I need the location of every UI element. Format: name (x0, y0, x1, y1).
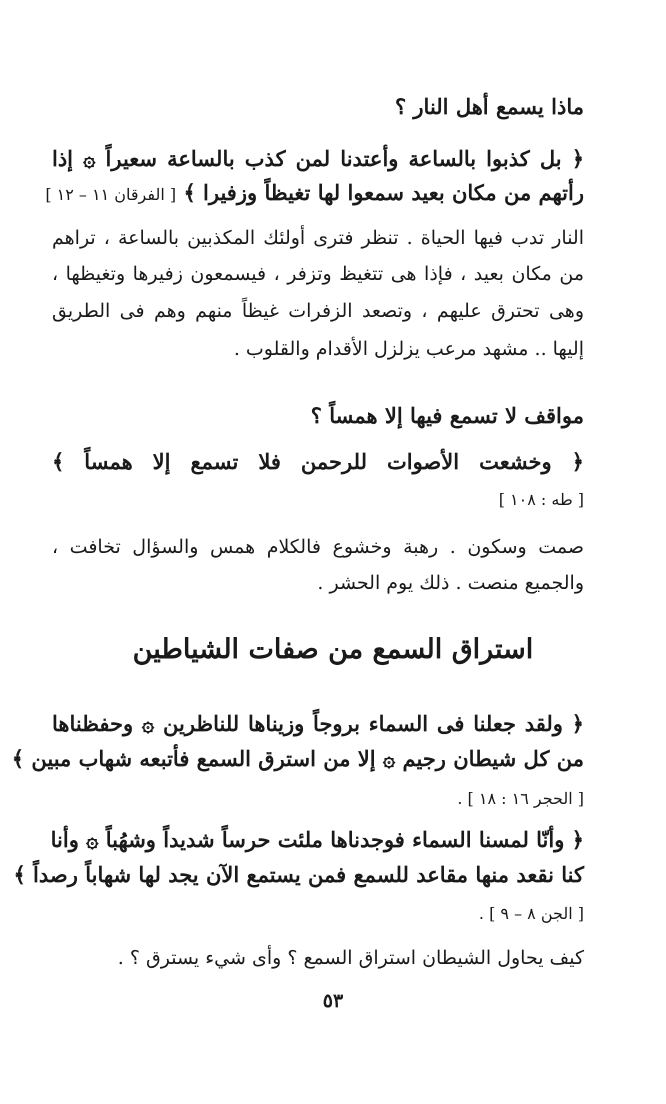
quran-verse-2: ﴿ وخشعت الأصوات للرحمن فلا تسمع إلا همساً ﴾ (52, 449, 584, 474)
quran-verse-4-line-1: ﴿ وأنّا لمسنا السماء فوجدناها ملئت حرساً شديداً وشهُباً ۞ وأنا (50, 827, 584, 852)
commentary-line: والجميع منصت . ذلك يوم الحشر . (317, 572, 584, 594)
question-heading-2: مواقف لا تسمع فيها إلا همساً ؟ (310, 403, 584, 428)
commentary-line: من مكان بعيد ، فإذا هى تتغيظ وتزفر ، فيسمعون زفيرها وتغيظها ، (52, 263, 584, 285)
question-heading-1: ماذا يسمع أهل النار ؟ (394, 94, 584, 119)
page-number: ٥٣ (322, 990, 344, 1012)
quran-verse-1-line-2 (45, 180, 584, 205)
commentary-line: وهى تحترق عليهم ، وتصعد الزفرات غيظاً منهم وهم فى الطريق (52, 300, 584, 322)
verse-reference: [ الجن ٨ – ٩ ] . (478, 904, 584, 923)
commentary-line: إليها .. مشهد مرعب يزلزل الأقدام والقلوب . (233, 338, 584, 360)
quran-verse-1-line-1: ﴿ بل كذبوا بالساعة وأعتدنا لمن كذب بالساعة سعيراً ۞ إذا (52, 146, 584, 171)
section-title: استراق السمع من صفات الشياطين (132, 634, 534, 665)
question-line: كيف يحاول الشيطان استراق السمع ؟ وأى شيء يسترق ؟ . (117, 947, 584, 969)
quran-verse-1-text: رأتهم من مكان بعيد سمعوا لها تغيظاً وزفيرا ﴾ (183, 180, 584, 205)
quran-verse-4-line-2: كنا نقعد منها مقاعد للسمع فمن يستمع الآن يجد لها شهاباً رصداً ﴾ (13, 862, 584, 887)
verse-reference: [ الفرقان ١١ – ١٢ ] (45, 185, 177, 204)
verse-reference: [ الحجر ١٦ : ١٨ ] . (457, 789, 584, 808)
commentary-line: صمت وسكون . رهبة وخشوع فالكلام همس والسؤال تخافت ، (52, 536, 584, 558)
quran-verse-3-line-1: ﴿ ولقد جعلنا فى السماء بروجاً وزيناها للناظرين ۞ وحفظناها (52, 711, 584, 736)
quran-verse-3-line-2: من كل شيطان رجيم ۞ إلا من استرق السمع فأتبعه شهاب مبين ﴾ (11, 746, 584, 771)
commentary-line: النار تدب فيها الحياة . تنظر فترى أولئك المكذبين بالساعة ، تراهم (52, 227, 584, 249)
verse-reference: [ طه : ١٠٨ ] (498, 490, 584, 509)
